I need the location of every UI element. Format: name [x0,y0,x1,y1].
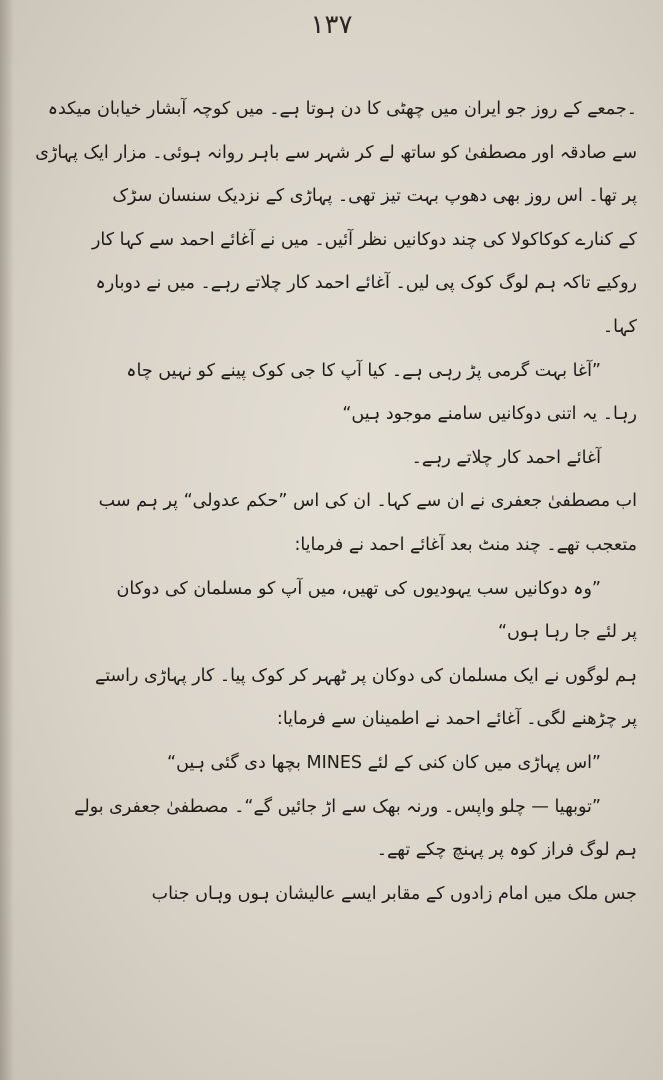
text-line: ہم لوگوں نے ایک مسلمان کی دوکان پر ٹھہر کر کوک پیا۔ کار پہاڑی راستے [94,665,637,686]
page-number: ۱۳۷ [310,10,353,40]
text-line: ”آغا بہت گرمی پڑ رہی ہے۔ کیا آپ کا جی کوک پینے کو نہیں چاہ [126,360,601,381]
text-line: پر تھا۔ اس روز بھی دھوپ بہت تیز تھی۔ پہاڑی کے نزدیک سنسان سڑک [112,186,637,207]
text-line: روکیے تاکہ ہم لوگ کوک پی لیں۔ آغائے احمد کار چلاتے رہے۔ میں نے دوبارہ [95,273,637,294]
text-line: ۔جمعے کے روز جو ایران میں چھٹی کا دن ہوتا ہے۔ میں کوچہ آبشار خیابان میکدہ [47,99,637,119]
text-line: اب مصطفیٰ جعفری نے ان سے کہا۔ ان کی اس ”حکم عدولی“ پر ہم سب [98,491,637,512]
text-line: سے صادقہ اور مصطفیٰ کو ساتھ لے کر شہر سے باہر روانہ ہوئی۔ مزار ایک پہاڑی [35,142,637,163]
text-line: آغائے احمد کار چلاتے رہے۔ [411,447,601,468]
page-text [22,88,637,1048]
text-line: پر چڑھنے لگی۔ آغائے احمد نے اطمینان سے فرمایا: [276,709,637,730]
text-line: ”اس پہاڑی میں کان کنی کے لئے MINES بچھا دی گئی ہیں“ [167,752,601,773]
text-line: رہا۔ یہ اتنی دوکانیں سامنے موجود ہیں“ [342,404,637,425]
text-line: پر لئے جا رہا ہوں“ [497,622,637,643]
text-line: جس ملک میں امام زادوں کے مقابر ایسے عالیشان ہوں وہاں جناب [151,883,637,904]
text-line: ہم لوگ فراز کوہ پر پہنچ چکے تھے۔ [376,840,637,861]
text-line: متعجب تھے۔ چند منٹ بعد آغائے احمد نے فرمایا: [294,534,637,555]
text-line: کہا۔ [602,316,637,337]
text-line: ”توبھیا — چلو واپس۔ ورنہ بھک سے اڑ جائیں گے“۔ مصطفیٰ جعفری بولے [74,796,601,817]
text-line: ”وہ دوکانیں سب یہودیوں کی تھیں، میں آپ کو مسلمان کی دوکان [116,578,601,599]
text-line: کے کنارے کوکاکولا کی چند دوکانیں نظر آئیں۔ میں نے آغائے احمد سے کہا کار [91,229,637,250]
page-edge-shadow [0,0,14,1080]
